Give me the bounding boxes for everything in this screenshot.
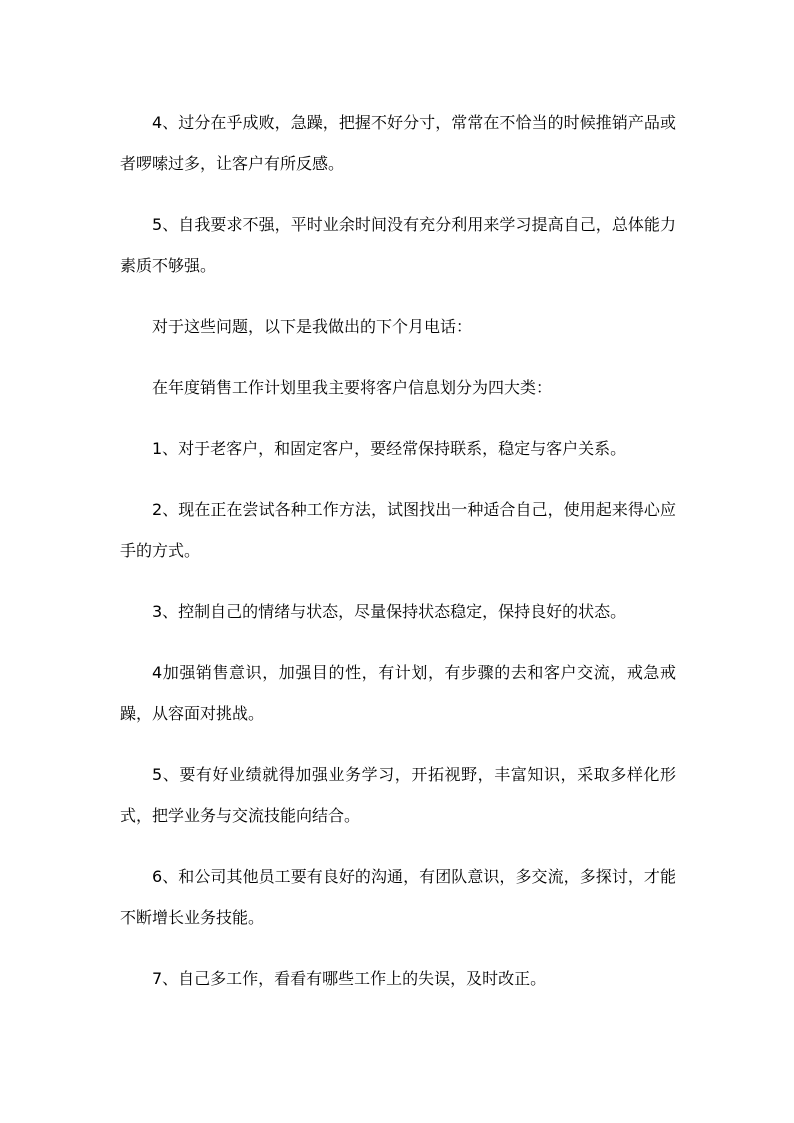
paragraph-plan-intro: 对于这些问题，以下是我做出的下个月电话： bbox=[152, 317, 473, 336]
paragraph-shortcoming-4: 4、过分在乎成败，急躁，把握不好分寸，常常在不恰当的时候推销产品或者啰嗦过多，让客户有所反感。 bbox=[120, 113, 676, 173]
document-body bbox=[120, 102, 676, 1019]
paragraph-plan-4: 4加强销售意识，加强目的性，有计划，有步骤的去和客户交流，戒急戒躁，从容面对挑战。 bbox=[120, 663, 676, 723]
paragraph-plan-3: 3、控制自己的情绪与状态，尽量保持状态稳定，保持良好的状态。 bbox=[152, 602, 627, 621]
paragraph-plan-2: 2、现在正在尝试各种工作方法，试图找出一种适合自己，使用起来得心应手的方式。 bbox=[120, 500, 676, 560]
paragraph-plan-6: 6、和公司其他员工要有良好的沟通，有团队意识，多交流，多探讨，才能不断增长业务技能。 bbox=[120, 867, 676, 927]
paragraph-shortcoming-5: 5、自我要求不强，平时业余时间没有充分利用来学习提高自己，总体能力素质不够强。 bbox=[120, 215, 676, 275]
paragraph-plan-1: 1、对于老客户，和固定客户，要经常保持联系，稳定与客户关系。 bbox=[152, 439, 627, 458]
paragraph-plan-5: 5、要有好业绩就得加强业务学习，开拓视野，丰富知识，采取多样化形式，把学业务与交流技能向结合。 bbox=[120, 765, 676, 825]
paragraph-plan-7: 7、自己多工作，看看有哪些工作上的失误，及时改正。 bbox=[152, 969, 547, 988]
paragraph-customer-categories: 在年度销售工作计划里我主要将客户信息划分为四大类： bbox=[152, 378, 553, 397]
